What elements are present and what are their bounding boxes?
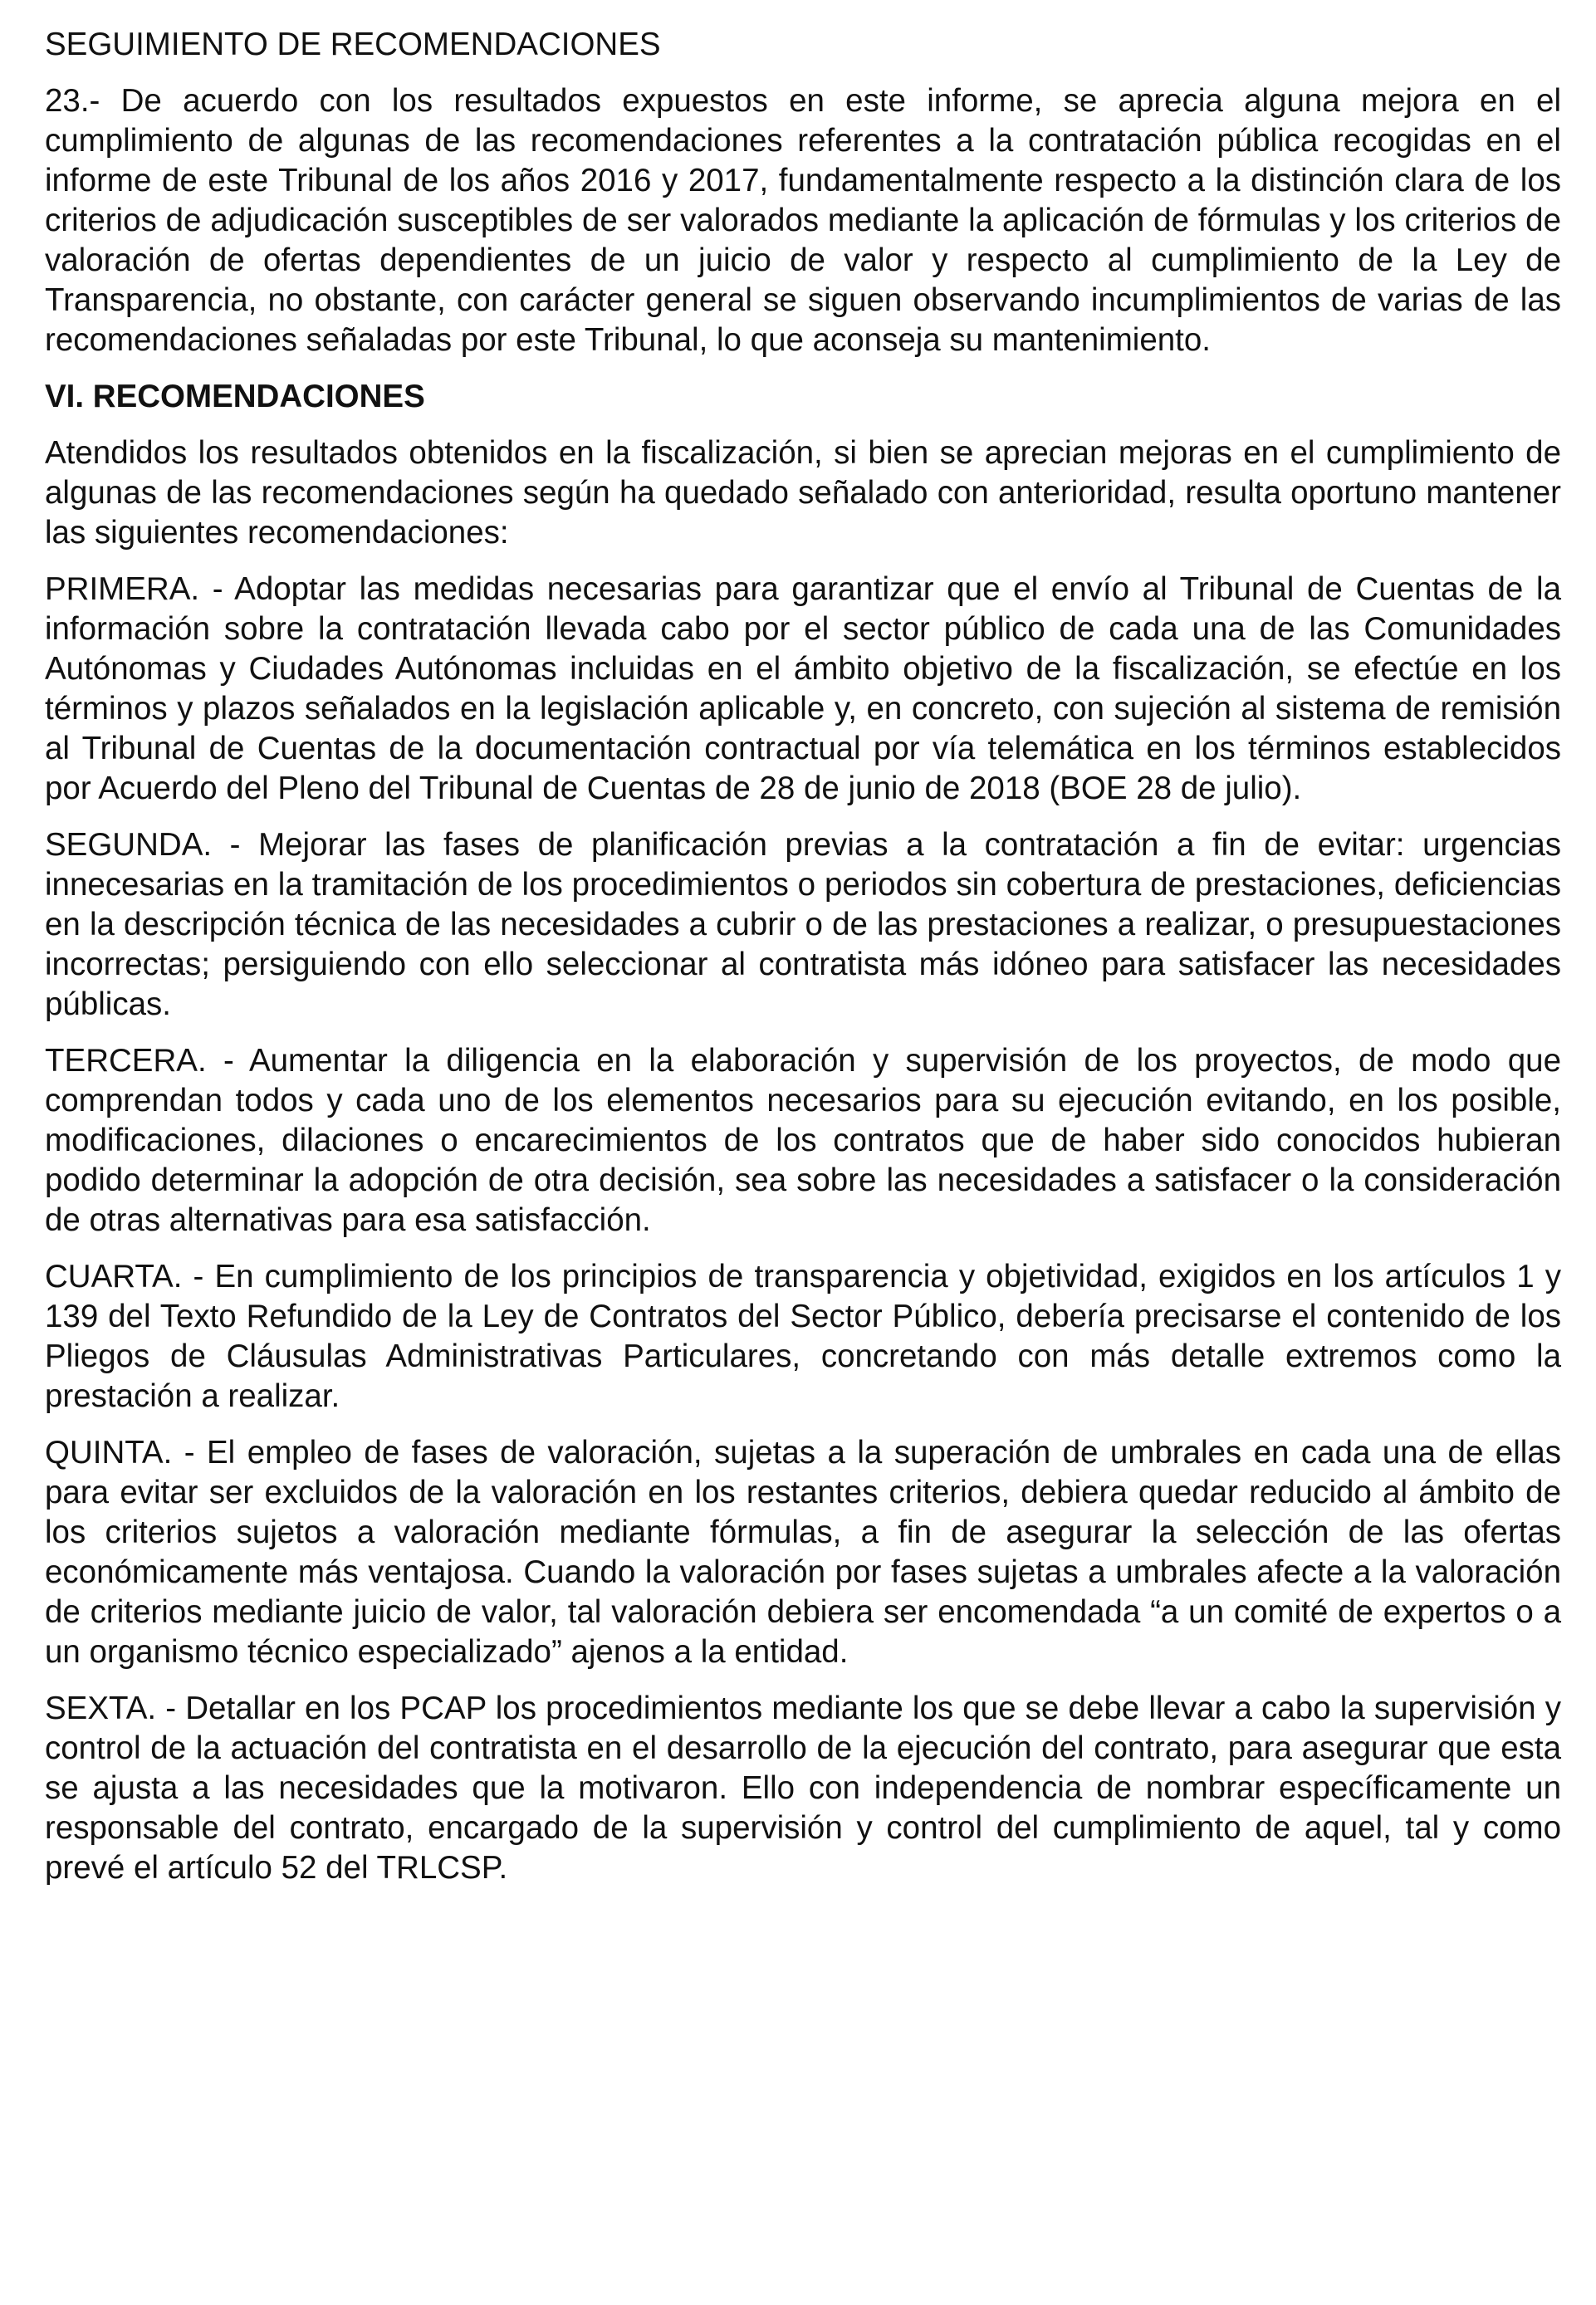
recommendation-primera: PRIMERA. - Adoptar las medidas necesarias para garantizar que el envío al Tribunal de Cuentas de la información sobre la contratación llevada cabo por el sector público de cada una de las Comunidades Autónomas y Ciudades Autónomas incluidas en el ámbito objetivo de la fiscalización, se efectúe en los términos y plazos señalados en la legislación aplicable y, en concreto, con sujeción al sistema de remisión al Tribunal de Cuentas de la documentación contractual por vía telemática en los términos establecidos por Acuerdo del Pleno del Tribunal de Cuentas de 28 de junio de 2018 (BOE 28 de julio). [45,571,1561,806]
paragraph-intro: Atendidos los resultados obtenidos en la fiscalización, si bien se aprecian mejoras en el cumplimiento de algunas de las recomendaciones según ha quedado señalado con anterioridad, resulta oportuno mantener las siguientes recomendaciones: [45,435,1561,551]
recommendation-cuarta: CUARTA. - En cumplimiento de los principios de transparencia y objetividad, exigidos en los artículos 1 y 139 del Texto Refundido de la Ley de Contratos del Sector Público, debería precisarse el contenido de los Pliegos de Cláusulas Administrativas Particulares, concretando con más detalle extremos como la prestación a realizar. [45,1259,1561,1414]
recommendation-tercera: TERCERA. - Aumentar la diligencia en la elaboración y supervisión de los proyectos, de modo que comprendan todos y cada uno de los elementos necesarios para su ejecución evitando, en los posible, modificaciones, dilaciones o encarecimientos de los contratos que de haber sido conocidos hubieran podido determinar la adopción de otra decisión, sea sobre las necesidades a satisfacer o la consideración de otras alternativas para esa satisfacción. [45,1043,1561,1238]
heading-recomendaciones: VI. RECOMENDACIONES [45,379,425,414]
recommendation-segunda: SEGUNDA. - Mejorar las fases de planificación previas a la contratación a fin de evitar: urgencias innecesarias en la tramitación de los procedimientos o periodos sin cobertura de prestaciones, deficiencias en la descripción técnica de las necesidades a cubrir o de las prestaciones a realizar, o presupuestaciones incorrectas; persiguiendo con ello seleccionar al contratista más idóneo para satisfacer las necesidades públicas. [45,827,1561,1022]
recommendation-quinta: QUINTA. - El empleo de fases de valoración, sujetas a la superación de umbrales en cada una de ellas para evitar ser excluidos de la valoración en los restantes criterios, debiera quedar reducido al ámbito de los criterios sujetos a valoración mediante fórmulas, a fin de asegurar la selección de las ofertas económicamente más ventajosa. Cuando la valoración por fases sujetas a umbrales afecte a la valoración de criterios mediante juicio de valor, tal valoración debiera ser encomendada “a un comité de expertos o a un organismo técnico especializado” ajenos a la entidad. [45,1435,1561,1670]
document-page [45,25,1561,1888]
recommendation-sexta: SEXTA. - Detallar en los PCAP los procedimientos mediante los que se debe llevar a cabo la supervisión y control de la actuación del contratista en el desarrollo de la ejecución del contrato, para asegurar que esta se ajusta a las necesidades que la motivaron. Ello con independencia de nombrar específicamente un responsable del contrato, encargado de la supervisión y control del cumplimiento de aquel, tal y como prevé el artículo 52 del TRLCSP. [45,1691,1561,1886]
paragraph-23: 23.- De acuerdo con los resultados expuestos en este informe, se aprecia alguna mejora en el cumplimiento de algunas de las recomendaciones referentes a la contratación pública recogidas en el informe de este Tribunal de los años 2016 y 2017, fundamentalmente respecto a la distinción clara de los criterios de adjudicación susceptibles de ser valorados mediante la aplicación de fórmulas y los criterios de valoración de ofertas dependientes de un juicio de valor y respecto al cumplimiento de la Ley de Transparencia, no obstante, con carácter general se siguen observando incumplimientos de varias de las recomendaciones señaladas por este Tribunal, lo que aconseja su mantenimiento. [45,83,1561,358]
heading-seguimiento: SEGUIMIENTO DE RECOMENDACIONES [45,27,661,62]
